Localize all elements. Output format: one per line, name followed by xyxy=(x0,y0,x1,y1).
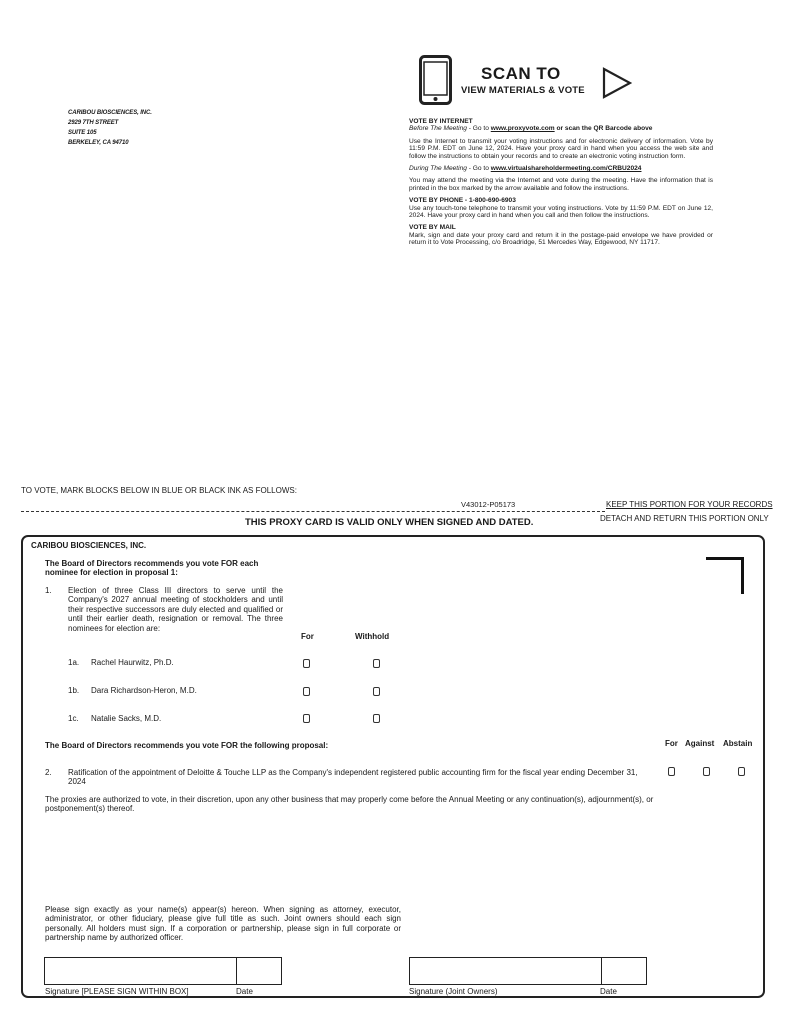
rec1-line-1: The Board of Directors recommends you vote FOR each xyxy=(45,559,259,568)
mail-heading: VOTE BY MAIL xyxy=(409,224,456,232)
during-meeting-line xyxy=(409,165,713,172)
column2-abstain: Abstain xyxy=(723,739,753,748)
address-line-2: 2929 7TH STREET xyxy=(68,120,119,126)
nominee-1c-withhold-checkbox[interactable] xyxy=(373,714,380,723)
date-box[interactable] xyxy=(236,957,282,985)
nominee-1a-number: 1a. xyxy=(68,658,80,667)
before-meeting-label: Before The Meeting xyxy=(409,125,467,133)
phone-heading: VOTE BY PHONE - 1-800-690-6903 xyxy=(409,197,516,205)
nominee-1b-withhold-checkbox[interactable] xyxy=(373,687,380,696)
proposal-2-number: 2. xyxy=(45,768,52,777)
proposal-2-against-checkbox[interactable] xyxy=(703,767,710,776)
before-tail: or scan the QR Barcode above xyxy=(554,125,653,133)
address-line-3: SUITE 105 xyxy=(68,130,97,136)
nominee-1b-name: Dara Richardson-Heron, M.D. xyxy=(91,686,197,695)
column2-for: For xyxy=(665,739,678,748)
phone-text: Use any touch-tone telephone to transmit your voting instructions. Vote by 11:59 P.M. EDT on June 12, 2024. Have your proxy card in hand when you call and then follow the instructions. xyxy=(409,204,713,220)
before-meeting-line xyxy=(409,125,713,132)
column-for: For xyxy=(301,632,314,641)
card-company-name: CARIBOU BIOSCIENCES, INC. xyxy=(31,541,147,550)
date-label: Date xyxy=(236,987,253,996)
address-line-1: CARIBOU BIOSCIENCES, INC. xyxy=(68,110,152,116)
proposal-2-for-checkbox[interactable] xyxy=(668,767,675,776)
internet-heading: VOTE BY INTERNET xyxy=(409,118,473,125)
nominee-1a-for-checkbox[interactable] xyxy=(303,659,310,668)
keep-portion-label: KEEP THIS PORTION FOR YOUR RECORDS xyxy=(606,500,773,509)
nominee-1b-number: 1b. xyxy=(68,686,80,695)
vote-by-internet-section xyxy=(409,118,713,247)
return-address xyxy=(68,108,152,148)
joint-signature-box[interactable] xyxy=(409,957,602,985)
during-meeting-label: During The Meeting xyxy=(409,165,467,173)
detach-portion-label: DETACH AND RETURN THIS PORTION ONLY xyxy=(600,514,769,523)
proxies-authority-text: The proxies are authorized to vote, in their discretion, upon any other business that may properly come before the Annual Meeting or any continuation(s), adjournment(s), or postponement(s) thereof. xyxy=(45,795,654,814)
signature-box[interactable] xyxy=(44,957,237,985)
marking-instructions: TO VOTE, MARK BLOCKS BELOW IN BLUE OR BLACK INK AS FOLLOWS: xyxy=(21,486,297,495)
detach-line xyxy=(21,511,605,512)
proposal-1-number: 1. xyxy=(45,586,52,595)
play-arrow-icon xyxy=(602,67,632,99)
signature-label: Signature [PLEASE SIGN WITHIN BOX] xyxy=(45,987,189,996)
column-withhold: Withhold xyxy=(355,632,390,641)
valid-notice: THIS PROXY CARD IS VALID ONLY WHEN SIGNED AND DATED. xyxy=(245,517,534,528)
signing-instructions: Please sign exactly as your name(s) appear(s) hereon. When signing as attorney, executor, administrator, or other fiduciary, please give full title as such. Joint owners should each sign personally. All holders must sign. If a corporation or partnership, please sign in full corporate or partnership name by authorized officer. xyxy=(45,905,401,943)
internet-paragraph-2: You may attend the meeting via the Internet and vote during the meeting. Have the information that is printed in the box marked by the arrow available and follow the instructions. xyxy=(409,177,713,192)
nominee-1b-for-checkbox[interactable] xyxy=(303,687,310,696)
nominee-1c-name: Natalie Sacks, M.D. xyxy=(91,714,162,723)
board-recommendation-2: The Board of Directors recommends you vote FOR the following proposal: xyxy=(45,741,329,750)
proposal-1-text: Election of three Class III directors to serve until the Company's 2027 annual meeting of stockholders and until their respective successors are duly elected and qualified or until their earlier death, resignation or removal. The three nominees for election are: xyxy=(68,586,283,633)
nominee-1a-name: Rachel Haurwitz, Ph.D. xyxy=(91,658,174,667)
nominee-1c-number: 1c. xyxy=(68,714,79,723)
proxyvote-link[interactable]: www.proxyvote.com xyxy=(490,125,555,133)
scan-to-subtitle: VIEW MATERIALS & VOTE xyxy=(461,85,585,96)
joint-date-label: Date xyxy=(600,987,617,996)
board-recommendation-1 xyxy=(45,559,258,578)
control-number: V43012-P05173 xyxy=(461,500,516,509)
rec1-line-2: nominee for election in proposal 1: xyxy=(45,568,178,578)
joint-signature-label: Signature (Joint Owners) xyxy=(409,987,498,996)
internet-paragraph-1: Use the Internet to transmit your voting instructions and for electronic delivery of information. Vote by 11:59 P.M. EDT on June 12, 2024. Have your proxy card in hand when you access the web site and follow the instructions to obtain your records and to create an electronic voting instruction form. xyxy=(409,137,713,160)
smartphone-icon xyxy=(419,55,452,105)
proposal-2-abstain-checkbox[interactable] xyxy=(738,767,745,776)
joint-date-box[interactable] xyxy=(601,957,647,985)
virtual-meeting-link[interactable]: www.virtualshareholdermeeting.com/CRBU2024 xyxy=(490,165,642,173)
nominee-1c-for-checkbox[interactable] xyxy=(303,714,310,723)
before-goto: - Go to xyxy=(466,125,491,133)
corner-mark xyxy=(706,557,744,594)
column2-against: Against xyxy=(685,739,715,748)
nominee-1a-withhold-checkbox[interactable] xyxy=(373,659,380,668)
address-line-4: BERKELEY, CA 94710 xyxy=(68,140,129,146)
proposal-2-text: Ratification of the appointment of Deloitte & Touche LLP as the Company's independent registered public accounting firm for the fiscal year ending December 31, 2024 xyxy=(68,768,638,787)
mail-text: Mark, sign and date your proxy card and return it in the postage-paid envelope we have provided or return it to Vote Processing, c/o Broadridge, 51 Mercedes Way, Edgewood, NY 11717. xyxy=(409,231,713,247)
scan-to-title: SCAN TO xyxy=(481,64,561,83)
during-goto: - Go to xyxy=(466,165,491,173)
